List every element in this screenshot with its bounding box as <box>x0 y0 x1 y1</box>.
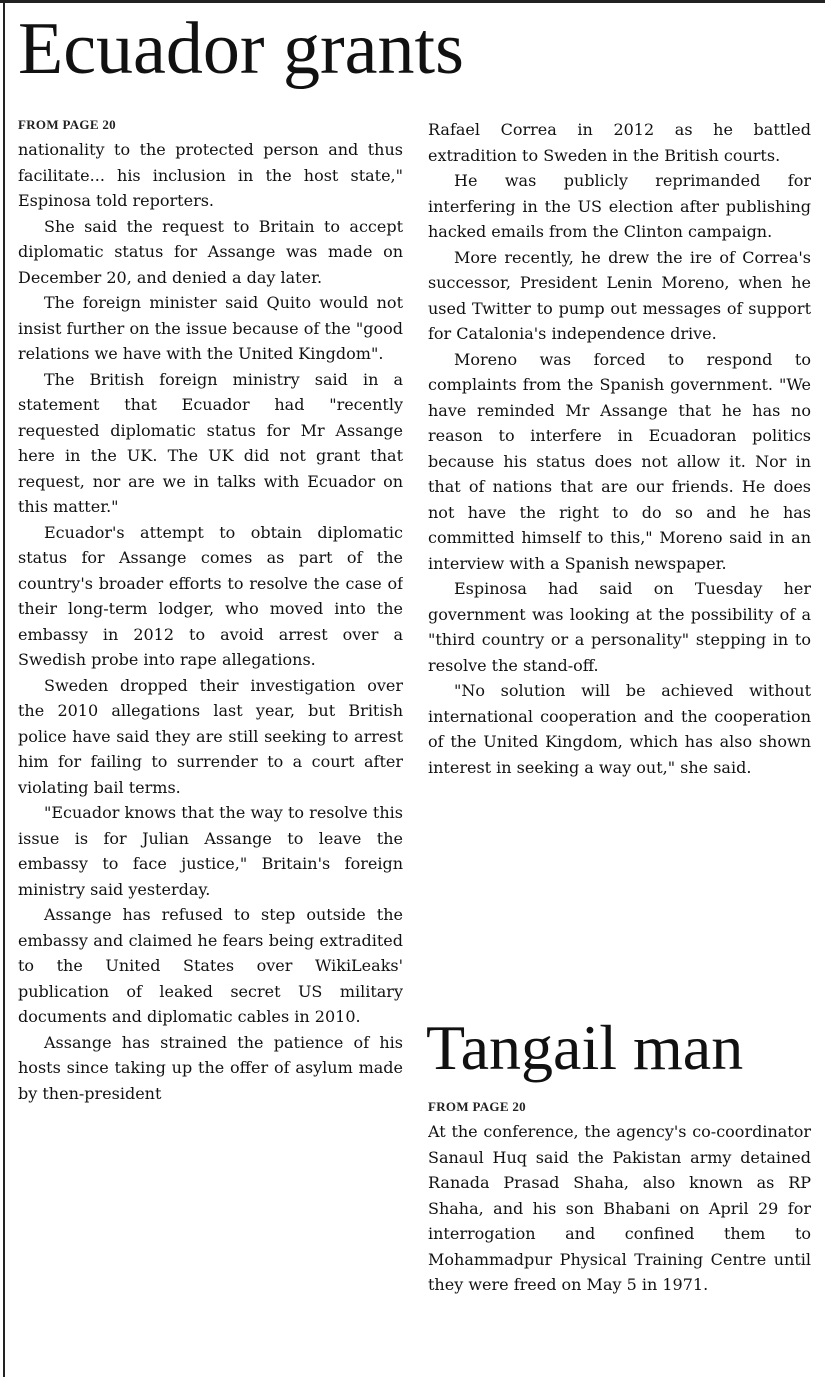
paragraph: Moreno was forced to respond to complaints from the Spanish government. "We have reminded Mr Assange that he has no reason to interfere in Ecuadoran politics because his status does not allow it. Nor in that of nations that are our friends. He does not have the right to do so and he has committed himself to this," Moreno said in an interview with a Spanish newspaper. <box>428 349 811 573</box>
paragraph: Rafael Correa in 2012 as he battled extradition to Sweden in the British courts. <box>428 120 811 165</box>
jump-line-article1: FROM PAGE 20 <box>18 117 116 132</box>
paragraph: More recently, he drew the ire of Correa's successor, President Lenin Moreno, when he used Twitter to pump out messages of support for Catalonia's independence drive. <box>428 247 811 343</box>
paragraph: Sweden dropped their investigation over the 2010 allegations last year, but British police have said they are still seeking to arrest him for failing to surrender to a court after violating bail terms. <box>18 675 403 797</box>
top-rule <box>0 0 825 3</box>
article1-right-column <box>428 117 811 1007</box>
paragraph: The foreign minister said Quito would not insist further on the issue because of the "good relations we have with the United Kingdom". <box>18 293 403 363</box>
paragraph: Ecuador's attempt to obtain diplomatic status for Assange comes as part of the country's broader efforts to resolve the case of their long-term lodger, who moved into the embassy in 2012 to avoid arrest over a Swedish probe into rape allegations. <box>18 522 403 669</box>
jump-line-article2: FROM PAGE 20 <box>428 1099 526 1114</box>
headline-tangail-man: Tangail man <box>426 1012 744 1083</box>
article2-column <box>428 1119 811 1377</box>
paragraph: He was publicly reprimanded for interfering in the US election after publishing hacked emails from the Clinton campaign. <box>428 171 811 241</box>
paragraph: "Ecuador knows that the way to resolve this issue is for Julian Assange to leave the embassy to face justice," Britain's foreign ministry said yesterday. <box>18 803 403 899</box>
paragraph: The British foreign ministry said in a statement that Ecuador had "recently requested diplomatic status for Mr Assange here in the UK. The UK did not grant that request, nor are we in talks with Ecuador on this matter." <box>18 369 403 516</box>
paragraph: Assange has strained the patience of his hosts since taking up the offer of asylum made by then-president <box>18 1032 403 1103</box>
left-rule <box>3 0 5 1377</box>
paragraph: nationality to the protected person and thus facilitate... his inclusion in the host state," Espinosa told reporters. <box>18 140 403 210</box>
headline-ecuador-grants: Ecuador grants <box>18 8 464 90</box>
paragraph: Espinosa had said on Tuesday her government was looking at the possibility of a "third country or a personality" stepping in to resolve the stand-off. <box>428 579 811 675</box>
paragraph: Assange has refused to step outside the embassy and claimed he fears being extradited to the United States over WikiLeaks' publication of leaked secret US military documents and diplomatic cables in 2010. <box>18 905 403 1026</box>
paragraph: "No solution will be achieved without international cooperation and the cooperation of the United Kingdom, which has also shown interest in seeking a way out," she said. <box>428 681 811 777</box>
paragraph: She said the request to Britain to accept diplomatic status for Assange was made on December 20, and denied a day later. <box>18 216 403 287</box>
article1-left-column <box>18 137 403 1377</box>
paragraph: At the conference, the agency's co-coordinator Sanaul Huq said the Pakistan army detained Ranada Prasad Shaha, also known as RP Shaha, and his son Bhabani on April 29 for interrogation and confined them to Mohammadpur Physical Training Centre until they were freed on May 5 in 1971. <box>428 1122 811 1294</box>
